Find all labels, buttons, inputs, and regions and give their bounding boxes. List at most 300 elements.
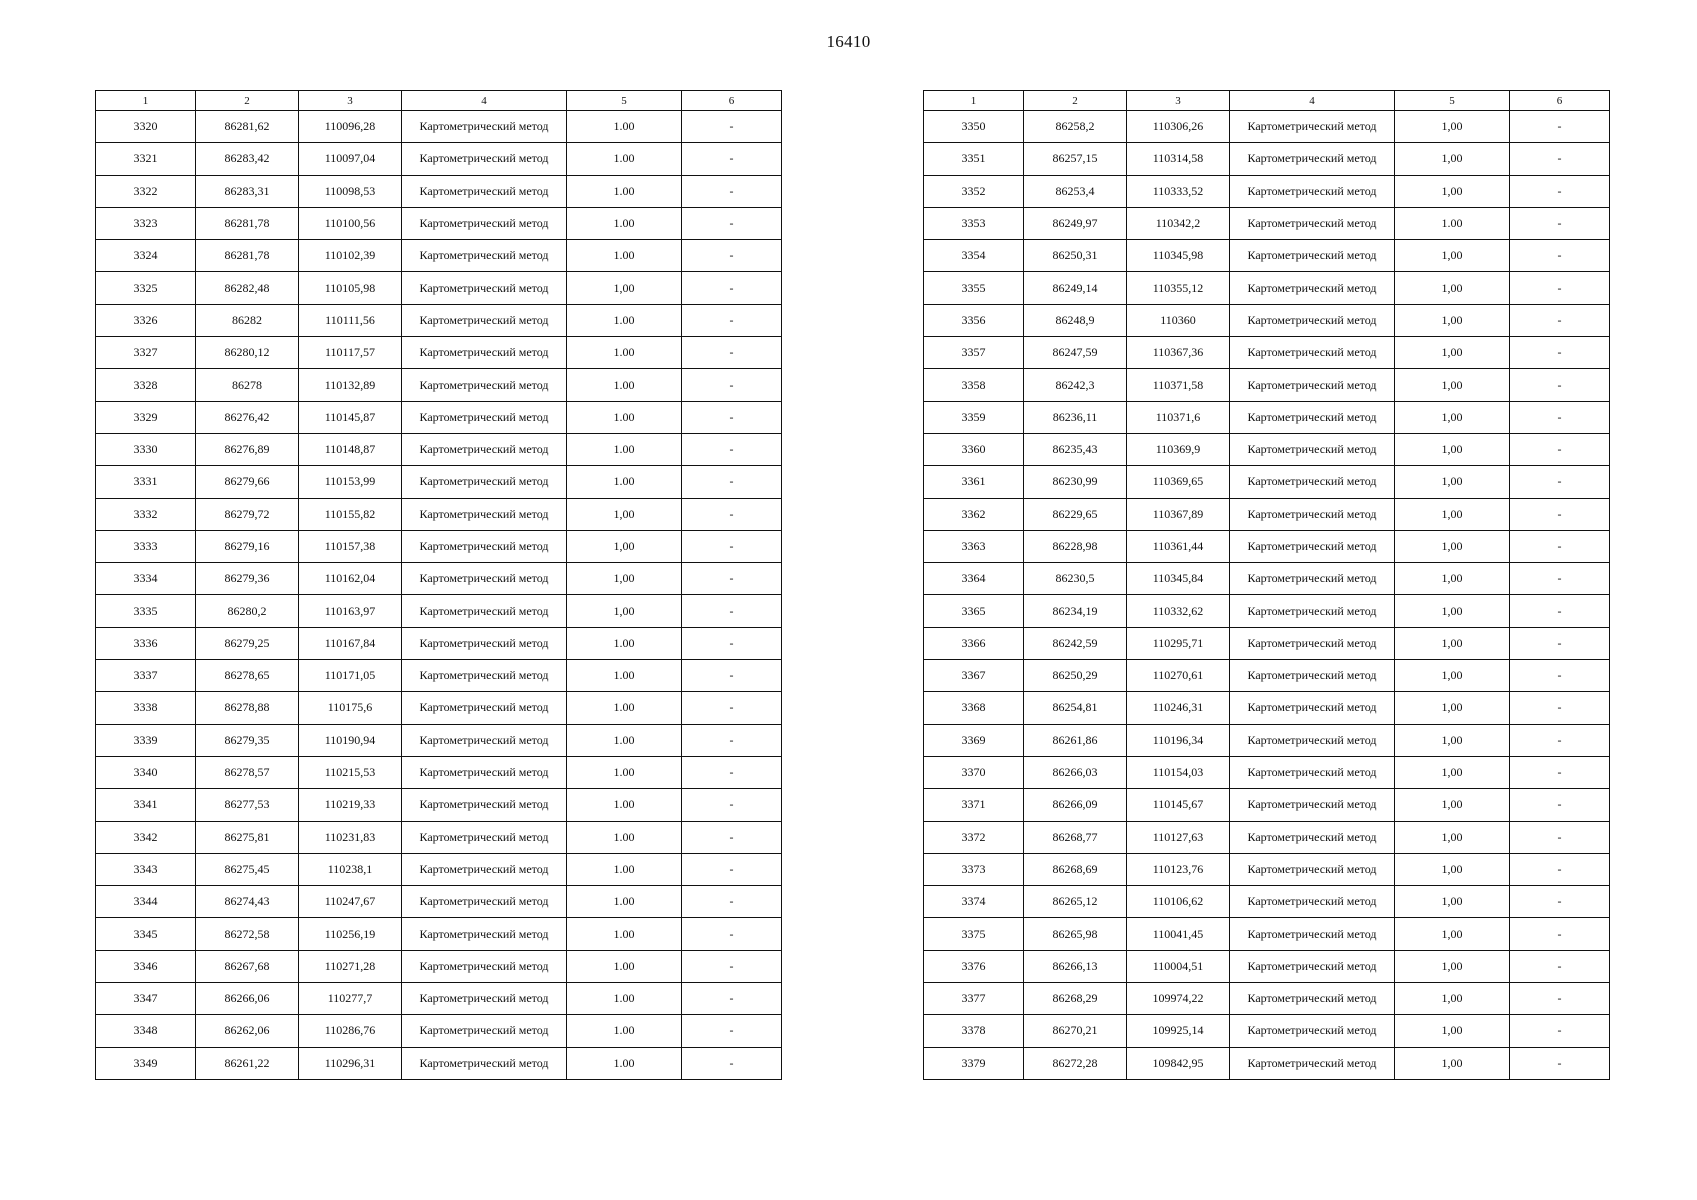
accuracy-cell: 1.00 — [1395, 207, 1510, 239]
point-number-cell: 3337 — [96, 660, 196, 692]
y-coordinate-cell: 110246,31 — [1127, 692, 1230, 724]
accuracy-cell: 1,00 — [1395, 401, 1510, 433]
point-number-cell: 3361 — [924, 466, 1024, 498]
point-number-cell: 3352 — [924, 175, 1024, 207]
table-row — [924, 789, 1610, 821]
accuracy-cell: 1.00 — [567, 143, 682, 175]
y-coordinate-cell: 110371,6 — [1127, 401, 1230, 433]
x-coordinate-cell: 86279,66 — [196, 466, 299, 498]
point-number-cell: 3372 — [924, 821, 1024, 853]
accuracy-cell: 1,00 — [1395, 853, 1510, 885]
table-row — [96, 143, 782, 175]
point-number-cell: 3362 — [924, 498, 1024, 530]
note-cell: - — [1510, 950, 1610, 982]
table-row — [924, 853, 1610, 885]
y-coordinate-cell: 110355,12 — [1127, 272, 1230, 304]
method-cell: Картометрический метод — [402, 240, 567, 272]
method-cell: Картометрический метод — [1230, 498, 1395, 530]
table-row — [924, 498, 1610, 530]
point-number-cell: 3325 — [96, 272, 196, 304]
x-coordinate-cell: 86267,68 — [196, 950, 299, 982]
note-cell: - — [682, 143, 782, 175]
x-coordinate-cell: 86242,3 — [1024, 369, 1127, 401]
method-cell: Картометрический метод — [402, 466, 567, 498]
accuracy-cell: 1.00 — [567, 433, 682, 465]
accuracy-cell: 1,00 — [1395, 918, 1510, 950]
table-row — [924, 175, 1610, 207]
note-cell: - — [682, 983, 782, 1015]
method-cell: Картометрический метод — [402, 853, 567, 885]
page-number: 16410 — [826, 32, 871, 51]
x-coordinate-cell: 86257,15 — [1024, 143, 1127, 175]
column-header: 2 — [1024, 91, 1127, 111]
x-coordinate-cell: 86279,72 — [196, 498, 299, 530]
note-cell: - — [1510, 1015, 1610, 1047]
method-cell: Картометрический метод — [402, 207, 567, 239]
accuracy-cell: 1.00 — [567, 724, 682, 756]
column-header: 2 — [196, 91, 299, 111]
table-row — [96, 498, 782, 530]
accuracy-cell: 1,00 — [1395, 756, 1510, 788]
method-cell: Картометрический метод — [402, 756, 567, 788]
table-row — [96, 724, 782, 756]
y-coordinate-cell: 110219,33 — [299, 789, 402, 821]
x-coordinate-cell: 86230,99 — [1024, 466, 1127, 498]
y-coordinate-cell: 110345,84 — [1127, 563, 1230, 595]
x-coordinate-cell: 86280,12 — [196, 337, 299, 369]
point-number-cell: 3331 — [96, 466, 196, 498]
x-coordinate-cell: 86261,86 — [1024, 724, 1127, 756]
method-cell: Картометрический метод — [1230, 111, 1395, 143]
method-cell: Картометрический метод — [402, 627, 567, 659]
y-coordinate-cell: 110342,2 — [1127, 207, 1230, 239]
table-row — [96, 1015, 782, 1047]
y-coordinate-cell: 110004,51 — [1127, 950, 1230, 982]
coordinates-table-right — [923, 90, 1610, 1080]
x-coordinate-cell: 86235,43 — [1024, 433, 1127, 465]
x-coordinate-cell: 86261,22 — [196, 1047, 299, 1079]
x-coordinate-cell: 86283,31 — [196, 175, 299, 207]
method-cell: Картометрический метод — [402, 304, 567, 336]
point-number-cell: 3351 — [924, 143, 1024, 175]
accuracy-cell: 1,00 — [1395, 1047, 1510, 1079]
table-header — [924, 91, 1610, 111]
point-number-cell: 3375 — [924, 918, 1024, 950]
point-number-cell: 3347 — [96, 983, 196, 1015]
x-coordinate-cell: 86276,89 — [196, 433, 299, 465]
x-coordinate-cell: 86275,45 — [196, 853, 299, 885]
accuracy-cell: 1.00 — [567, 207, 682, 239]
method-cell: Картометрический метод — [1230, 1015, 1395, 1047]
x-coordinate-cell: 86279,35 — [196, 724, 299, 756]
method-cell: Картометрический метод — [402, 724, 567, 756]
method-cell: Картометрический метод — [1230, 595, 1395, 627]
table-row — [924, 756, 1610, 788]
y-coordinate-cell: 110369,65 — [1127, 466, 1230, 498]
method-cell: Картометрический метод — [402, 789, 567, 821]
point-number-cell: 3368 — [924, 692, 1024, 724]
y-coordinate-cell: 110105,98 — [299, 272, 402, 304]
x-coordinate-cell: 86268,77 — [1024, 821, 1127, 853]
accuracy-cell: 1.00 — [567, 950, 682, 982]
note-cell: - — [682, 433, 782, 465]
note-cell: - — [1510, 433, 1610, 465]
y-coordinate-cell: 110145,87 — [299, 401, 402, 433]
y-coordinate-cell: 109925,14 — [1127, 1015, 1230, 1047]
x-coordinate-cell: 86258,2 — [1024, 111, 1127, 143]
y-coordinate-cell: 110102,39 — [299, 240, 402, 272]
accuracy-cell: 1,00 — [1395, 111, 1510, 143]
point-number-cell: 3349 — [96, 1047, 196, 1079]
x-coordinate-cell: 86282 — [196, 304, 299, 336]
method-cell: Картометрический метод — [402, 111, 567, 143]
y-coordinate-cell: 110277,7 — [299, 983, 402, 1015]
accuracy-cell: 1,00 — [1395, 530, 1510, 562]
header-row — [96, 91, 782, 111]
note-cell: - — [1510, 369, 1610, 401]
point-number-cell: 3326 — [96, 304, 196, 336]
note-cell: - — [682, 595, 782, 627]
table-row — [924, 337, 1610, 369]
point-number-cell: 3346 — [96, 950, 196, 982]
accuracy-cell: 1.00 — [567, 692, 682, 724]
table-row — [96, 337, 782, 369]
accuracy-cell: 1,00 — [567, 498, 682, 530]
y-coordinate-cell: 110332,62 — [1127, 595, 1230, 627]
y-coordinate-cell: 110360 — [1127, 304, 1230, 336]
point-number-cell: 3343 — [96, 853, 196, 885]
point-number-cell: 3327 — [96, 337, 196, 369]
x-coordinate-cell: 86272,28 — [1024, 1047, 1127, 1079]
x-coordinate-cell: 86265,98 — [1024, 918, 1127, 950]
point-number-cell: 3335 — [96, 595, 196, 627]
accuracy-cell: 1.00 — [567, 660, 682, 692]
table-row — [96, 595, 782, 627]
x-coordinate-cell: 86277,53 — [196, 789, 299, 821]
x-coordinate-cell: 86278,57 — [196, 756, 299, 788]
y-coordinate-cell: 110117,57 — [299, 337, 402, 369]
point-number-cell: 3377 — [924, 983, 1024, 1015]
x-coordinate-cell: 86254,81 — [1024, 692, 1127, 724]
accuracy-cell: 1,00 — [1395, 660, 1510, 692]
point-number-cell: 3350 — [924, 111, 1024, 143]
accuracy-cell: 1,00 — [1395, 337, 1510, 369]
point-number-cell: 3370 — [924, 756, 1024, 788]
note-cell: - — [1510, 756, 1610, 788]
note-cell: - — [1510, 175, 1610, 207]
table-row — [96, 563, 782, 595]
y-coordinate-cell: 110132,89 — [299, 369, 402, 401]
method-cell: Картометрический метод — [402, 950, 567, 982]
note-cell: - — [682, 111, 782, 143]
table-row — [96, 950, 782, 982]
note-cell: - — [682, 1047, 782, 1079]
point-number-cell: 3379 — [924, 1047, 1024, 1079]
y-coordinate-cell: 110106,62 — [1127, 886, 1230, 918]
note-cell: - — [682, 530, 782, 562]
note-cell: - — [682, 789, 782, 821]
note-cell: - — [1510, 821, 1610, 853]
method-cell: Картометрический метод — [1230, 304, 1395, 336]
y-coordinate-cell: 110371,58 — [1127, 369, 1230, 401]
y-coordinate-cell: 110238,1 — [299, 853, 402, 885]
method-cell: Картометрический метод — [402, 918, 567, 950]
accuracy-cell: 1,00 — [1395, 886, 1510, 918]
note-cell: - — [682, 950, 782, 982]
accuracy-cell: 1.00 — [567, 369, 682, 401]
y-coordinate-cell: 110167,84 — [299, 627, 402, 659]
method-cell: Картометрический метод — [1230, 563, 1395, 595]
y-coordinate-cell: 110367,89 — [1127, 498, 1230, 530]
point-number-cell: 3329 — [96, 401, 196, 433]
point-number-cell: 3344 — [96, 886, 196, 918]
method-cell: Картометрический метод — [1230, 207, 1395, 239]
accuracy-cell: 1.00 — [567, 853, 682, 885]
note-cell: - — [1510, 272, 1610, 304]
point-number-cell: 3320 — [96, 111, 196, 143]
x-coordinate-cell: 86274,43 — [196, 886, 299, 918]
method-cell: Картометрический метод — [1230, 886, 1395, 918]
point-number-cell: 3341 — [96, 789, 196, 821]
method-cell: Картометрический метод — [402, 1047, 567, 1079]
table-row — [924, 950, 1610, 982]
table-row — [924, 886, 1610, 918]
note-cell: - — [682, 563, 782, 595]
accuracy-cell: 1,00 — [1395, 821, 1510, 853]
x-coordinate-cell: 86242,59 — [1024, 627, 1127, 659]
x-coordinate-cell: 86270,21 — [1024, 1015, 1127, 1047]
y-coordinate-cell: 110345,98 — [1127, 240, 1230, 272]
method-cell: Картометрический метод — [1230, 240, 1395, 272]
y-coordinate-cell: 110314,58 — [1127, 143, 1230, 175]
method-cell: Картометрический метод — [1230, 950, 1395, 982]
x-coordinate-cell: 86229,65 — [1024, 498, 1127, 530]
accuracy-cell: 1,00 — [567, 272, 682, 304]
note-cell: - — [1510, 983, 1610, 1015]
point-number-cell: 3364 — [924, 563, 1024, 595]
point-number-cell: 3357 — [924, 337, 1024, 369]
point-number-cell: 3366 — [924, 627, 1024, 659]
point-number-cell: 3376 — [924, 950, 1024, 982]
note-cell: - — [682, 886, 782, 918]
table-row — [924, 304, 1610, 336]
note-cell: - — [682, 207, 782, 239]
y-coordinate-cell: 110127,63 — [1127, 821, 1230, 853]
note-cell: - — [682, 918, 782, 950]
x-coordinate-cell: 86282,48 — [196, 272, 299, 304]
method-cell: Картометрический метод — [402, 143, 567, 175]
y-coordinate-cell: 110100,56 — [299, 207, 402, 239]
method-cell: Картометрический метод — [1230, 660, 1395, 692]
table-row — [924, 563, 1610, 595]
column-header: 6 — [682, 91, 782, 111]
x-coordinate-cell: 86250,31 — [1024, 240, 1127, 272]
y-coordinate-cell: 110154,03 — [1127, 756, 1230, 788]
point-number-cell: 3322 — [96, 175, 196, 207]
x-coordinate-cell: 86253,4 — [1024, 175, 1127, 207]
note-cell: - — [1510, 530, 1610, 562]
table-row — [924, 240, 1610, 272]
method-cell: Картометрический метод — [1230, 1047, 1395, 1079]
table-row — [924, 466, 1610, 498]
x-coordinate-cell: 86228,98 — [1024, 530, 1127, 562]
y-coordinate-cell: 110215,53 — [299, 756, 402, 788]
point-number-cell: 3345 — [96, 918, 196, 950]
table-row — [924, 821, 1610, 853]
point-number-cell: 3330 — [96, 433, 196, 465]
note-cell: - — [682, 272, 782, 304]
table-row — [96, 175, 782, 207]
note-cell: - — [1510, 498, 1610, 530]
method-cell: Картометрический метод — [402, 692, 567, 724]
note-cell: - — [682, 724, 782, 756]
method-cell: Картометрический метод — [402, 337, 567, 369]
y-coordinate-cell: 110145,67 — [1127, 789, 1230, 821]
method-cell: Картометрический метод — [402, 369, 567, 401]
note-cell: - — [682, 627, 782, 659]
y-coordinate-cell: 110097,04 — [299, 143, 402, 175]
table-row — [96, 207, 782, 239]
note-cell: - — [682, 498, 782, 530]
point-number-cell: 3328 — [96, 369, 196, 401]
accuracy-cell: 1.00 — [567, 886, 682, 918]
note-cell: - — [1510, 143, 1610, 175]
y-coordinate-cell: 110333,52 — [1127, 175, 1230, 207]
point-number-cell: 3355 — [924, 272, 1024, 304]
table-row — [96, 240, 782, 272]
accuracy-cell: 1.00 — [567, 1015, 682, 1047]
column-header: 3 — [299, 91, 402, 111]
point-number-cell: 3339 — [96, 724, 196, 756]
table-row — [96, 692, 782, 724]
x-coordinate-cell: 86272,58 — [196, 918, 299, 950]
point-number-cell: 3321 — [96, 143, 196, 175]
note-cell: - — [1510, 304, 1610, 336]
x-coordinate-cell: 86236,11 — [1024, 401, 1127, 433]
y-coordinate-cell: 110111,56 — [299, 304, 402, 336]
point-number-cell: 3338 — [96, 692, 196, 724]
accuracy-cell: 1.00 — [567, 401, 682, 433]
accuracy-cell: 1,00 — [1395, 627, 1510, 659]
y-coordinate-cell: 110231,83 — [299, 821, 402, 853]
point-number-cell: 3367 — [924, 660, 1024, 692]
point-number-cell: 3342 — [96, 821, 196, 853]
method-cell: Картометрический метод — [1230, 175, 1395, 207]
note-cell: - — [1510, 337, 1610, 369]
column-header: 6 — [1510, 91, 1610, 111]
accuracy-cell: 1,00 — [1395, 595, 1510, 627]
x-coordinate-cell: 86266,06 — [196, 983, 299, 1015]
point-number-cell: 3365 — [924, 595, 1024, 627]
table-row — [924, 143, 1610, 175]
table-row — [924, 627, 1610, 659]
table-row — [96, 111, 782, 143]
note-cell: - — [682, 337, 782, 369]
x-coordinate-cell: 86250,29 — [1024, 660, 1127, 692]
point-number-cell: 3333 — [96, 530, 196, 562]
method-cell: Картометрический метод — [1230, 756, 1395, 788]
method-cell: Картометрический метод — [1230, 724, 1395, 756]
accuracy-cell: 1.00 — [567, 111, 682, 143]
accuracy-cell: 1,00 — [1395, 983, 1510, 1015]
note-cell: - — [1510, 627, 1610, 659]
note-cell: - — [1510, 207, 1610, 239]
accuracy-cell: 1,00 — [1395, 143, 1510, 175]
x-coordinate-cell: 86234,19 — [1024, 595, 1127, 627]
x-coordinate-cell: 86276,42 — [196, 401, 299, 433]
note-cell: - — [682, 1015, 782, 1047]
point-number-cell: 3356 — [924, 304, 1024, 336]
method-cell: Картометрический метод — [402, 595, 567, 627]
method-cell: Картометрический метод — [402, 821, 567, 853]
method-cell: Картометрический метод — [1230, 692, 1395, 724]
y-coordinate-cell: 110175,6 — [299, 692, 402, 724]
table-row — [924, 433, 1610, 465]
y-coordinate-cell: 110196,34 — [1127, 724, 1230, 756]
header-row — [924, 91, 1610, 111]
table-row — [96, 272, 782, 304]
table-row — [96, 660, 782, 692]
accuracy-cell: 1.00 — [567, 240, 682, 272]
table-row — [924, 369, 1610, 401]
accuracy-cell: 1.00 — [567, 337, 682, 369]
accuracy-cell: 1,00 — [1395, 950, 1510, 982]
table-row — [924, 401, 1610, 433]
column-header: 1 — [924, 91, 1024, 111]
note-cell: - — [1510, 466, 1610, 498]
y-coordinate-cell: 110295,71 — [1127, 627, 1230, 659]
y-coordinate-cell: 110148,87 — [299, 433, 402, 465]
accuracy-cell: 1,00 — [567, 530, 682, 562]
note-cell: - — [1510, 401, 1610, 433]
point-number-cell: 3353 — [924, 207, 1024, 239]
x-coordinate-cell: 86268,29 — [1024, 983, 1127, 1015]
y-coordinate-cell: 110163,97 — [299, 595, 402, 627]
table-row — [96, 886, 782, 918]
table-row — [924, 111, 1610, 143]
table-row — [96, 1047, 782, 1079]
note-cell: - — [1510, 789, 1610, 821]
accuracy-cell: 1,00 — [1395, 369, 1510, 401]
method-cell: Картометрический метод — [1230, 337, 1395, 369]
table-row — [96, 756, 782, 788]
method-cell: Картометрический метод — [1230, 983, 1395, 1015]
coordinates-table-left — [95, 90, 782, 1080]
x-coordinate-cell: 86266,03 — [1024, 756, 1127, 788]
table-row — [96, 369, 782, 401]
accuracy-cell: 1.00 — [567, 756, 682, 788]
x-coordinate-cell: 86283,42 — [196, 143, 299, 175]
accuracy-cell: 1.00 — [567, 1047, 682, 1079]
method-cell: Картометрический метод — [1230, 272, 1395, 304]
note-cell: - — [682, 401, 782, 433]
point-number-cell: 3354 — [924, 240, 1024, 272]
method-cell: Картометрический метод — [402, 401, 567, 433]
note-cell: - — [1510, 692, 1610, 724]
note-cell: - — [1510, 660, 1610, 692]
x-coordinate-cell: 86262,06 — [196, 1015, 299, 1047]
y-coordinate-cell: 110098,53 — [299, 175, 402, 207]
method-cell: Картометрический метод — [1230, 401, 1395, 433]
y-coordinate-cell: 109974,22 — [1127, 983, 1230, 1015]
x-coordinate-cell: 86278,65 — [196, 660, 299, 692]
x-coordinate-cell: 86280,2 — [196, 595, 299, 627]
method-cell: Картометрический метод — [1230, 789, 1395, 821]
accuracy-cell: 1.00 — [567, 175, 682, 207]
y-coordinate-cell: 110157,38 — [299, 530, 402, 562]
table-row — [96, 433, 782, 465]
accuracy-cell: 1,00 — [1395, 498, 1510, 530]
